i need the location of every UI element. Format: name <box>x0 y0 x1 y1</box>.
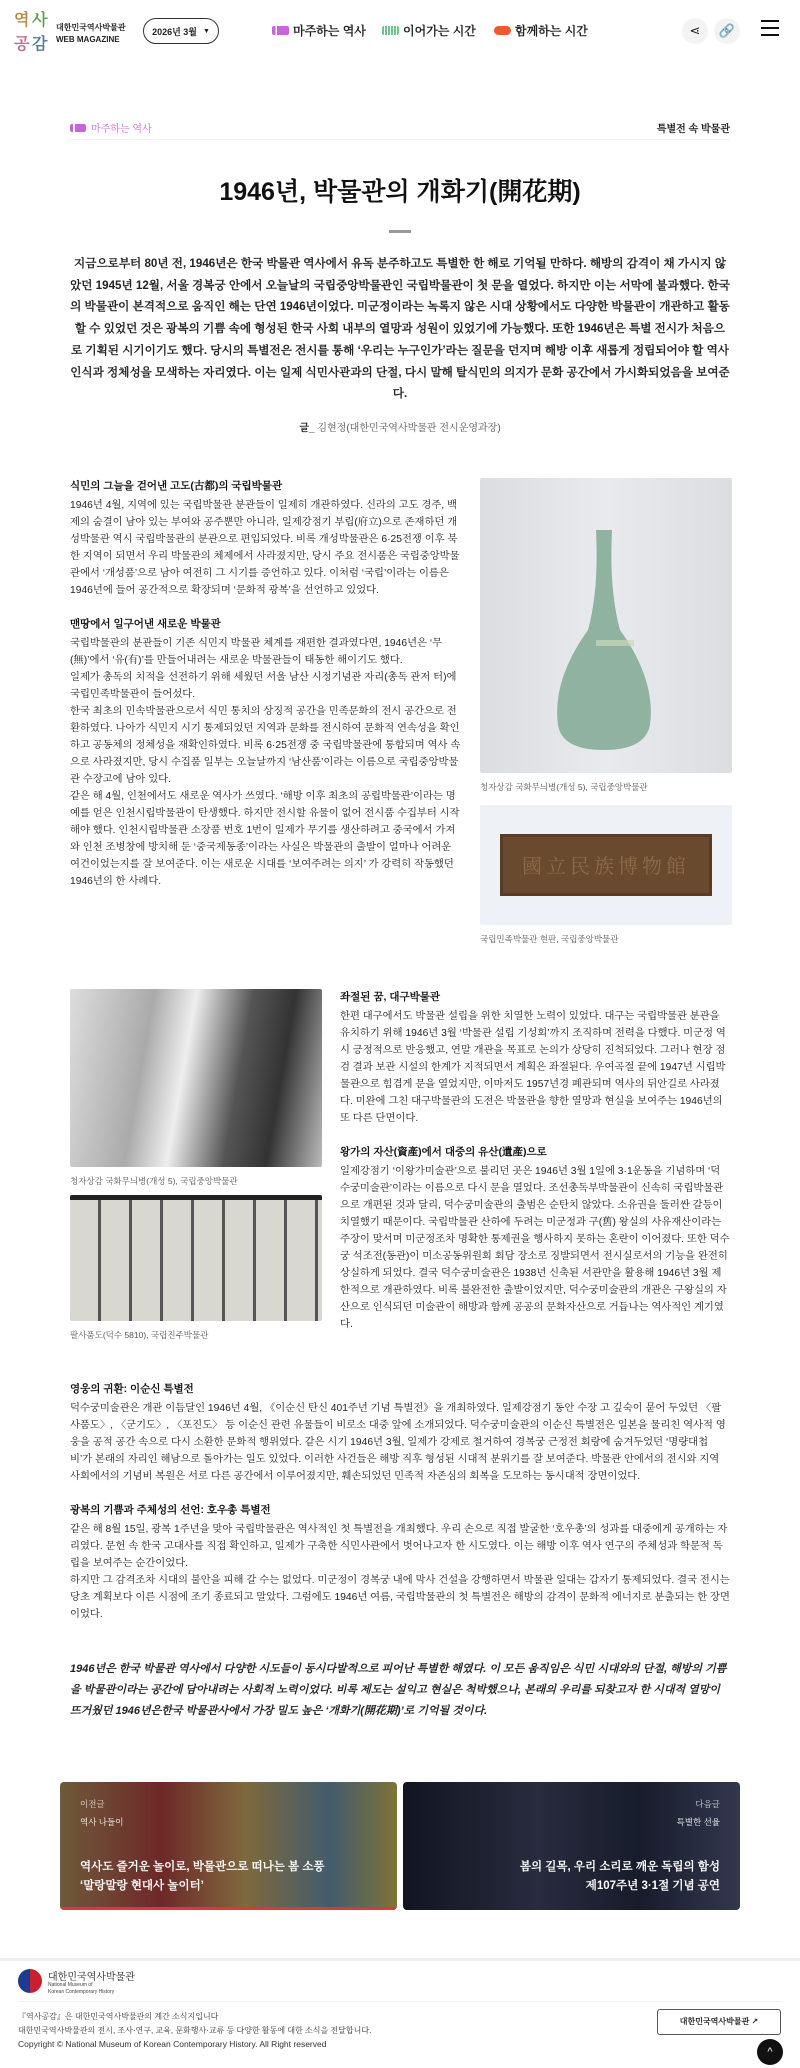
nav-continuing-time[interactable]: 이어가는 시간 <box>382 22 476 39</box>
image-column <box>480 478 732 945</box>
chevron-up-icon: ^ <box>767 2045 773 2058</box>
issue-select[interactable]: 2026년 3월 ▼ <box>143 18 219 44</box>
paragraph: 하지만 그 감격조차 시대의 불안을 피해 갈 수는 없었다. 미군정이 경복궁 내에 막사 건설을 강행하면서 박물관 일대는 갑자기 통제되었다. 결국 전시는 당초 계획보다 이른 시점에 조기 종료되고 말았다. 그럼에도 1946년 여름, 국립박물관의 첫 특별전은 해방의 감격이 문화적 에너지로 분출되는 한 장면이었다. <box>70 1574 730 1620</box>
paragraph: 일제가 총독의 치적을 선전하기 위해 세웠던 서울 남산 시정기념관 자리(총독 관저 터)에 국립민족박물관이 들어섰다. <box>70 671 457 700</box>
image-caption: 국립민족박물관 현판, 국립중앙박물관 <box>480 933 619 944</box>
nav-icon <box>494 26 511 35</box>
next-article-card[interactable] <box>403 1782 740 1910</box>
museum-signboard-image <box>480 805 732 925</box>
section-5 <box>70 1381 730 1623</box>
section-heading: 광복의 기쁨과 주체성의 선언: 호우총 특별전 <box>70 1503 271 1516</box>
copyright: Copyright © National Museum of Korean Contemporary History. All Right reserved <box>18 2038 327 2049</box>
museum-emblem-icon <box>18 1969 42 1993</box>
link-icon: 🔗 <box>718 23 736 38</box>
author-line: 글_ 김현정(대한민국역사박물관 전시운영과장) <box>299 422 501 434</box>
paragraph: 덕수궁미술관은 개관 이듬달인 1946년 4월, 《이순신 탄신 401주년 기념 특별전》을 개최하였다. 일제강점기 동안 수장 고 깊숙이 묻어 두었던 〈팔사품도〉, 〈군기도〉, 〈포진도〉 등 이순신 관련 유물들이 비로소 대중 앞에 소개되었다. 덕수궁미술관의 이순신 특별전은 일본을 물리친 역사적 영웅을 공적 공간 속으로 다시 소환한 문화적 행위였다. 같은 시기 1946년 3월, 일제가 강제로 철거하여 경복궁 근정전 회랑에 숨겨두었던 ‘명량대첩비’가 본래의 자리인 해남으로 돌아가는 일도 있었다. 이러한 사건들은 해방 직후 형성된 시대적 분위기를 잘 보여준다. 박물관 안에서의 전시와 지역 사회에서의 기념비 복원은 서로 다른 공간에서 이루어졌지만, 훼손되었던 민족적 자존심의 회복을 도모하는 동시대적 장면이었다. <box>70 1402 726 1482</box>
nav-icon <box>382 26 399 35</box>
prev-title: 역사도 즐거운 놀이로, 박물관으로 떠나는 봄 소풍 ‘말랑말랑 현대사 놀이터’ <box>80 1860 325 1892</box>
magazine-logo[interactable]: 역 사 공 감 <box>14 10 48 53</box>
card-accent <box>60 1907 397 1910</box>
scroll-top-button[interactable] <box>757 2039 783 2065</box>
paragraph: 같은 해 8월 15일, 광복 1주년을 맞아 국립박물관은 역사적인 첫 특별전을 개최했다. 우리 손으로 직접 발굴한 ‘호우총’의 성과를 대중에게 공개하는 자리였다. 문헌 속 한국 고대사를 직접 확인하고, 일제가 구축한 식민사관에서 벗어나고자 한 시도였다. 이는 해방 이후 역사 연구의 주체성과 학문적 독립을 보여주는 순간이었다. <box>70 1523 728 1569</box>
footer-inner-divider <box>18 2001 782 2002</box>
menu-button[interactable] <box>761 20 779 36</box>
next-label: 다음글 <box>695 1798 720 1809</box>
conclusion-paragraph: 1946년은 한국 박물관 역사에서 다양한 시도들이 동시다발적으로 피어난 특별한 해였다. 이 모든 움직임은 식민 시대와의 단절, 해방의 기쁨을 박물관이라는 공간에 담아내려는 사회적 노력이었다. 비록 제도는 설익고 현실은 척박했으나, 본래의 우리를 되찾고자 한 시대적 열망이 뜨거웠던 1946년은한국 박물관사에서 가장 밀도 높은 ‘개화기(開花期)’로 기억될 것이다. <box>70 1662 727 1717</box>
site-footer <box>0 1958 800 2064</box>
share-button[interactable] <box>682 18 708 44</box>
nav-together-time[interactable]: 함께하는 시간 <box>494 22 588 39</box>
copy-link-button[interactable] <box>714 18 740 44</box>
paragraph: 한국 최초의 민속박물관으로서 식민 통치의 상징적 공간을 민족문화의 전시 공간으로 전환하였다. 나아가 식민지 시기 통제되었던 지역과 문화를 전시하여 문화적 연속성을 확인하고 공동체의 정체성을 재확인하였다. 비록 6·25전쟁 중 국립박물관에 통합되며 역사 속으로 사라졌지만, 당시 수집품 일부는 오늘날까지 ‘남산품’이라는 이름으로 국립중앙박물관 수장고에 남아 있다. <box>70 705 461 785</box>
section-heading: 왕가의 자산(資產)에서 대중의 유산(遺產)으로 <box>340 1145 547 1158</box>
share-icon: ⋖ <box>689 23 701 38</box>
nav-facing-history[interactable]: 마주하는 역사 <box>272 22 366 39</box>
article-pager <box>60 1782 740 1910</box>
category-label[interactable]: 마주하는 역사 <box>70 120 152 135</box>
paragraph: 1946년 4월, 지역에 있는 국립박물관 분관들이 일제히 개관하였다. 신라의 고도 경주, 백제의 숨결이 남아 있는 부여와 공주뿐만 아니라, 일제강점기 부립(府立)으로 존재하던 개성박물관 역시 국립박물관의 분관으로 편입되었다. 비록 개성박물관은 6·25전쟁 이후 북한 지역이 되면서 우리 박물관의 체제에서 사라졌지만, 당시 주요 전시품은 국립중앙박물관에서 ‘개성품’으로 남아 여전히 그 시기를 증언하고 있다. 이처럼 ‘국립’이라는 이름은 1946년에 들어 공간적으로 확장되며 ‘문화적 광복’을 선언하고 있었다. <box>70 499 460 596</box>
site-header <box>0 0 800 62</box>
signboard-text: 國立民族博物館 <box>500 834 712 896</box>
title-divider <box>389 230 411 233</box>
section-heading: 맨땅에서 일구어낸 새로운 박물관 <box>70 617 221 630</box>
section-1 <box>70 478 462 890</box>
image-caption: 팔사품도(덕수 5810), 국립진주박물관 <box>70 1329 209 1340</box>
brand-text: 대한민국역사박물관 WEB MAGAZINE <box>56 23 126 44</box>
image-caption: 청자상감 국화무늬병(개성 5), 국립중앙박물관 <box>70 1175 238 1186</box>
section-3 <box>340 989 730 1333</box>
museum-site-button[interactable]: 대한민국역사박물관 ↗ <box>657 2009 781 2035</box>
footer-text: 대한민국역사박물관의 전시, 조사·연구, 교육, 문화행사·교류 등 다양한 활동에 대한 소식을 전달합니다. <box>18 2025 372 2035</box>
prev-label: 이전글 <box>80 1798 105 1809</box>
hamburger-icon <box>761 20 779 22</box>
paragraph: 국립박물관의 분관들이 기존 식민지 박물관 체계를 재편한 결과였다면, 1946년은 ‘무(無)’에서 ‘유(有)’를 만들어내려는 새로운 박물관들이 태동한 해이기도 했다. <box>70 637 443 666</box>
series-label: 특별전 속 박물관 <box>656 124 730 135</box>
footer-text: 『역사공감』은 대한민국역사박물관의 계간 소식지입니다 <box>18 2011 219 2021</box>
section-heading: 좌절된 꿈, 대구박물관 <box>340 990 441 1003</box>
footer-org: 대한민국역사박물관 <box>48 1971 135 1983</box>
next-category: 특별한 선율 <box>676 1816 720 1827</box>
celadon-vase-image <box>480 478 732 773</box>
nav-icon <box>272 26 289 35</box>
section-row-2 <box>70 989 730 1341</box>
section-heading: 영웅의 귀환: 이순신 특별전 <box>70 1382 194 1395</box>
folding-screen-photo <box>70 1195 322 1321</box>
image-column <box>70 989 322 1341</box>
vase-drawing <box>480 478 732 773</box>
prev-article-card[interactable] <box>60 1782 397 1910</box>
paragraph: 한편 대구에서도 박물관 설립을 위한 치열한 노력이 있었다. 대구는 국립박물관 분관을 유치하기 위해 1946년 3월 ‘박물관 설립 기성회’까지 조직하며 전력을 다했다. 미군정 역시 긍정적으로 반응했고, 연말 개관을 목표로 논의가 상당히 진척되었다. 그러나 현장 점검 결과 보관 시설의 한계가 지적되면서 계획은 좌절된다. 우여곡절 끝에 1947년 시립박물관으로 힘겹게 문을 열었지만, 이마저도 1957년경 폐관되며 역사의 뒤안길로 사라졌다. 미완에 그친 대구박물관의 도전은 박물관을 향한 열망과 현실을 보여주는 1946년의 또 다른 단면이다. <box>340 1010 726 1124</box>
page-title: 1946년, 박물관의 개화기(開花期) <box>219 178 581 206</box>
image-caption: 청자상감 국화무늬병(개성 5), 국립중앙박물관 <box>480 781 648 792</box>
section-row-1 <box>70 478 730 945</box>
museum-photo-bw <box>70 989 322 1167</box>
prev-category: 역사 나들이 <box>80 1816 124 1827</box>
category-icon <box>70 124 86 132</box>
paragraph: 같은 해 4월, 인천에서도 새로운 역사가 쓰였다. ‘해방 이후 최초의 공립박물관’이라는 명예를 얻은 인천시립박물관이 탄생했다. 하지만 전시할 유물이 없어 전시품 수집부터 시작해야 했다. 인천시립박물관 소장품 번호 1번이 일제가 무기를 생산하려고 중국에서 가져와 인천 조병창에 방치해 둔 ‘중국제동종’이라는 사실은 박물관의 출발이 얼마나 어려운 여건이었는지를 잘 보여준다. 이는 새로운 시대를 ‘보여주려는 의지’ 가 강력히 작동했던 1946년의 한 사례다. <box>70 790 460 887</box>
next-title: 봄의 길목, 우리 소리로 깨운 독립의 함성 제107주년 3·1절 기념 공연 <box>519 1860 720 1892</box>
footer-org-en: National Museum of Korean Contemporary History <box>48 1981 115 1995</box>
paragraph: 일제강점기 ‘이왕가미술관’으로 불리던 곳은 1946년 3월 1일에 3·1운동을 기념하며 ‘덕수궁미술관’이라는 이름으로 다시 문을 열었다. 조선총독부박물관이 신속히 국립박물관으로 개편된 것과 달리, 덕수궁미술관의 출범은 순탄치 않았다. 소유권을 둘러싼 갈등이 치열했기 때문이다. 국립박물관 산하에 두려는 미군정과 구(舊) 왕실의 사유재산이라는 주장이 맞서며 미군정조차 명확한 통제권을 행사하지 못하는 혼란이 이어졌다. 또한 덕수궁 석조전(동관)이 미소공동위원회 회담 장소로 징발되면서 전시실로서의 기능을 완전히 상실하게 되었다. 결국 덕수궁미술관은 1938년 신축된 서관만을 활용해 1946년 3월 제한적으로 개관하였다. 비록 불완전한 출발이었지만, 덕수궁미술관의 개관은 구왕실의 자산으로 인식되던 미술관이 해방과 함께 공공의 문화자산으로 거듭나는 역사적인 계기였다. <box>340 1165 730 1330</box>
article <box>0 120 800 1722</box>
caret-down-icon: ▼ <box>202 27 210 35</box>
lead-paragraph: 지금으로부터 80년 전, 1946년은 한국 박물관 역사에서 유독 분주하고도 특별한 한 해로 기억될 만하다. 해방의 감격이 채 가시지 않았던 1945년 12월, 서울 경복궁 안에서 오늘날의 국립중앙박물관인 국립박물관이 첫 문을 열었다. 하지만 이는 서막에 불과했다. 한국의 박물관이 본격적으로 움직인 해는 단연 1946년이었다. 미군정이라는 녹록지 않은 시대 상황에서도 다양한 박물관이 개관하고 활동할 수 있었던 것은 광복의 기쁨 속에 형성된 한국 사회 내부의 열망과 성원이 있었기에 가능했다. 또한 1946년은 특별 전시가 처음으로 기획된 시기이기도 했다. 당시의 특별전은 전시를 통해 ‘우리는 누구인가’라는 질문을 던지며 해방 이후 새롭게 정립되어야 할 역사 인식과 정체성을 모색하는 자리였다. 이는 일제 식민사관과의 단절, 다시 말해 탈식민의 의지가 문화 공간에서 가시화되었음을 보여준다. <box>70 257 730 401</box>
section-heading: 식민의 그늘을 걷어낸 고도(古都)의 국립박물관 <box>70 479 283 492</box>
category-row <box>70 120 730 140</box>
